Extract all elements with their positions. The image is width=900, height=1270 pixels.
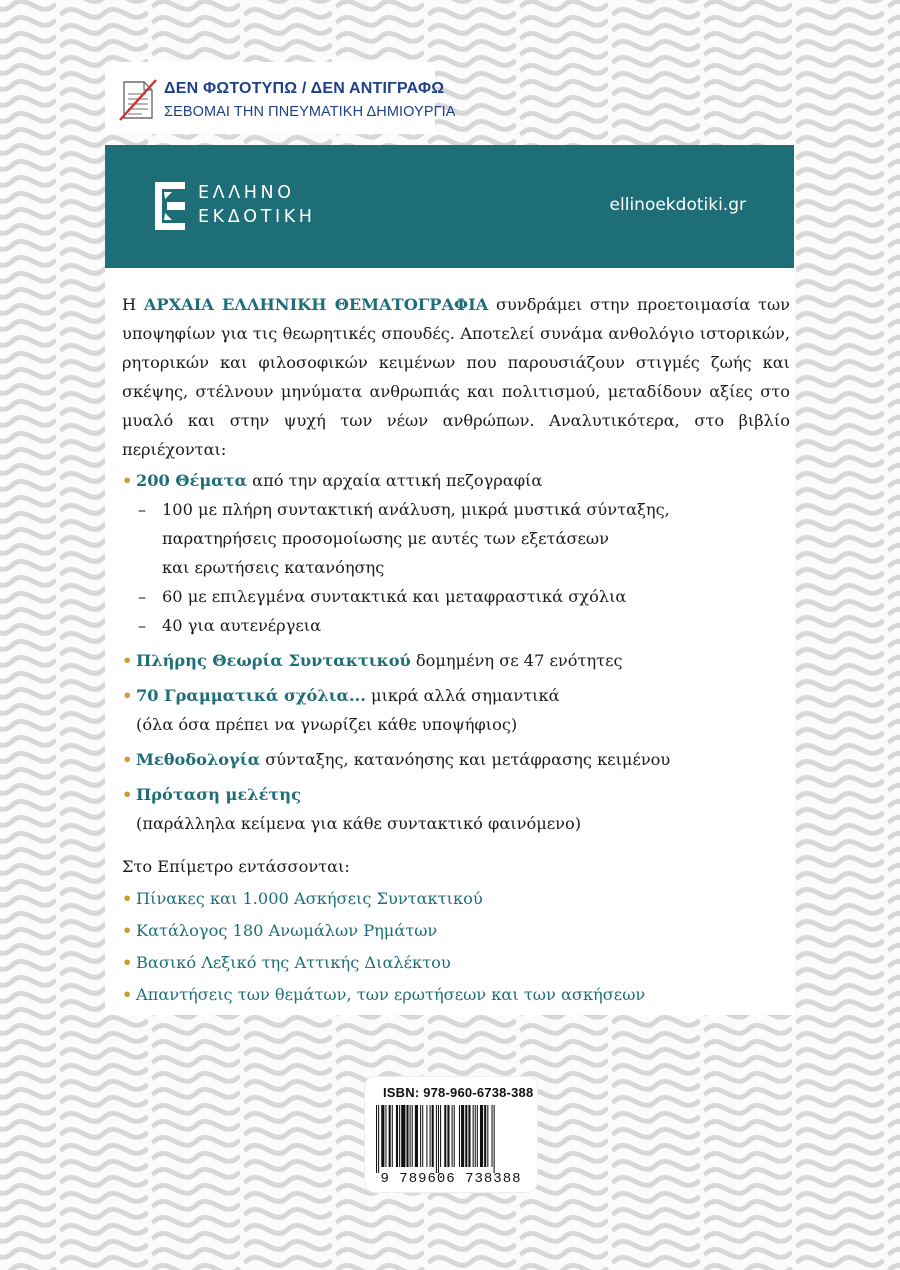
barcode-bar [406,1105,408,1167]
bullet-icon: • [122,686,133,705]
barcode-bar [430,1105,431,1167]
barcode-bar [389,1105,391,1167]
barcode-bar [484,1105,486,1167]
barcode-bar [480,1105,483,1167]
dash-marker: – [138,616,147,635]
barcode-bar [459,1105,460,1167]
barcode-bar [492,1105,493,1167]
isbn-barcode-box [365,1077,537,1192]
publisher-banner [105,145,794,268]
feature-continuation: (παράλληλα κείμενα για κάθε συντακτικό φαινόμενο) [136,814,582,833]
barcode-bar [444,1105,446,1167]
barcode-bar [385,1105,386,1167]
barcode-bar [422,1105,423,1167]
barcode-bar [381,1105,384,1167]
bullet-icon: • [122,985,133,1004]
feature-item [122,745,790,774]
bullet-icon: • [122,651,133,670]
bullet-icon: • [122,889,133,908]
barcode-bar [410,1105,411,1167]
bullet-icon: • [122,953,133,972]
barcode-bar [432,1105,434,1167]
sublist-item [138,582,790,611]
intro-prefix: Η [122,295,144,314]
barcode-bar [436,1105,437,1173]
barcode-bar [392,1105,393,1167]
barcode-bar [477,1105,478,1167]
appendix-item-text: Βασικό Λεξικό της Αττικής Διαλέκτου [136,953,451,972]
feature-highlight: Πλήρης Θεωρία Συντακτικού [136,651,411,670]
barcode-bar [494,1105,495,1173]
no-copy-icon [118,78,158,122]
dash-marker: – [138,587,147,606]
publisher-name-line1: ΕΛΛΗΝΟ [198,183,295,203]
sublist-line: 40 για αυτενέργεια [162,616,322,635]
publisher-website-link[interactable]: ellinoekdotiki.gr [609,195,746,215]
isbn-digits: 9 789606 738388 [380,1171,522,1187]
barcode-bar [461,1105,464,1167]
barcode-bar [399,1105,400,1167]
feature-item [122,780,790,838]
feature-text: δομημένη σε 47 ενότητες [410,651,623,670]
notice-title: ΔΕΝ ΦΩΤΟΤΥΠΩ / ΔΕΝ ΑΝΤΙΓΡΑΦΩ [164,80,445,97]
barcode-bar [468,1105,470,1167]
barcode-icon [374,1105,529,1173]
features-list [122,466,790,838]
barcode-bar [376,1105,377,1173]
barcode-bar [447,1105,449,1167]
barcode-bar [401,1105,405,1167]
appendix-item-text: Κατάλογος 180 Ανωμάλων Ρημάτων [136,921,438,940]
dash-marker: – [138,500,147,519]
feature-highlight: Πρόταση μελέτης [136,785,301,804]
barcode-bar [473,1105,474,1167]
barcode-bar [487,1105,488,1167]
copyright-notice [118,76,456,128]
appendix-item-text: Απαντήσεις των θεμάτων, των ερωτήσεων και των ασκήσεων [136,985,646,1004]
barcode-bar [420,1105,421,1167]
intro-paragraph [122,290,790,464]
barcode-bar [378,1105,379,1173]
sublist-line: παρατηρήσεις προσομοίωσης με αυτές των εξετάσεων [162,529,609,548]
feature-text: σύνταξης, κατανόησης και μετάφρασης κειμένου [260,750,671,769]
publisher-name-line2: ΕΚΔΟΤΙΚΗ [198,207,316,227]
appendix-list [122,884,790,1009]
appendix-title: Στο Επίμετρο εντάσσονται: [122,857,350,876]
feature-item [122,681,790,739]
notice-subtitle: ΣΕΒΟΜΑΙ ΤΗΝ ΠΝΕΥΜΑΤΙΚΗ ΔΗΜΙΟΥΡΓΙΑ [164,104,456,120]
appendix-item [122,916,790,945]
isbn-label: ISBN: 978-960-6738-388 [383,1085,534,1100]
feature-highlight: Μεθοδολογία [136,750,261,769]
book-title: ΑΡΧΑΙΑ ΕΛΛΗΝΙΚΗ ΘΕΜΑΤΟΓΡΑΦΙΑ [143,295,489,314]
feature-highlight: 70 Γραμματικά σχόλια... [136,686,366,705]
sublist-line: και ερωτήσεις κατανόησης [162,558,385,577]
barcode-bar [452,1105,453,1167]
barcode-bar [440,1105,441,1167]
feature-highlight: 200 Θέματα [136,471,248,490]
appendix-item-text: Πίνακες και 1.000 Ασκήσεις Συντακτικού [136,889,483,908]
feature-text: από την αρχαία αττική πεζογραφία [247,471,543,490]
appendix-item [122,980,790,1009]
appendix-item [122,884,790,913]
barcode-bar [415,1105,418,1167]
sublist-item [138,495,790,582]
sublist-line: 100 με πλήρη συντακτική ανάλυση, μικρά μυστικά σύνταξης, [162,500,670,519]
barcode-bar [438,1105,439,1173]
barcode-bar [475,1105,476,1167]
bullet-icon: • [122,750,133,769]
appendix-item [122,948,790,977]
barcode-bar [465,1105,467,1167]
feature-sublist [136,495,790,640]
barcode-bar [426,1105,427,1167]
barcode-bar [454,1105,455,1167]
feature-text: μικρά αλλά σημαντικά [365,686,560,705]
feature-item [122,646,790,675]
sublist-line: 60 με επιλεγμένα συντακτικά και μεταφραστικά σχόλια [162,587,627,606]
bullet-icon: • [122,471,133,490]
barcode-bar [412,1105,413,1167]
barcode-bar [396,1105,398,1167]
ellinoekdotiki-logo-icon [155,182,185,230]
back-cover-text [122,290,790,1009]
bullet-icon: • [122,785,133,804]
feature-item [122,466,790,640]
feature-continuation: (όλα όσα πρέπει να γνωρίζει κάθε υποψήφιος) [136,715,518,734]
intro-body: συνδράμει στην προετοιμασία των υποψηφίων για τις θεωρητικές σπουδές. Αποτελεί συνάμα ανθολόγιο ιστορικών, ρητορικών και φιλοσοφικών κειμένων που παρουσιάζουν στιγμές ζωής και σκέψης, στέλνουν μηνύματα ανθρωπιάς και πολιτισμού, μεταδίδουν αξίες στο μυαλό και στην ψυχή των νέων ανθρώπων. Αναλυτικότερα, στο βιβλίο περιέχονται: [122,295,790,459]
sublist-item [138,611,790,640]
bullet-icon: • [122,921,133,940]
